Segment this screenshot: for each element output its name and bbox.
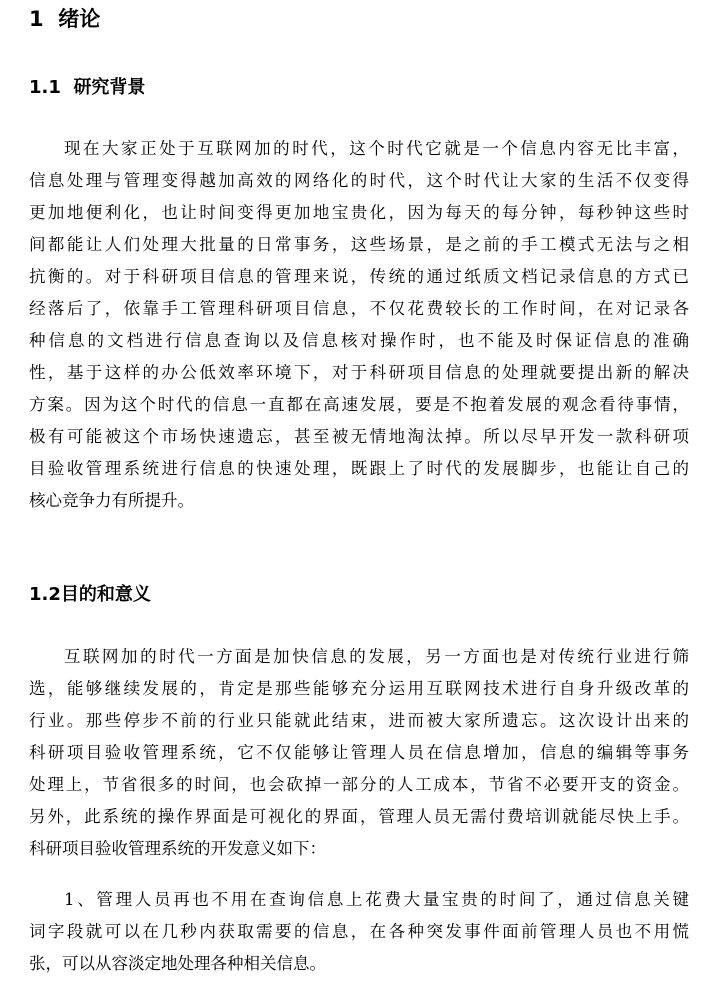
paragraph-line: 另外，此系统的操作界面是可视化的界面，管理人员无需付费培训就能尽快上手。 xyxy=(29,807,689,826)
chapter-title: 绪论 xyxy=(58,7,101,31)
paragraph-line: 经落后了，依靠手工管理科研项目信息，不仅花费较长的工作时间，在对记录各 xyxy=(29,299,689,318)
chapter-number: 1 xyxy=(29,7,44,31)
paragraph-line: 性，基于这样的办公低效率环境下，对于科研项目信息的处理就要提出新的解决 xyxy=(29,363,689,382)
paragraph-line: 信息处理与管理变得越加高效的网络化的时代，这个时代让大家的生活不仅变得 xyxy=(29,171,689,190)
paragraph-line: 种信息的文档进行信息查询以及信息核对操作时，也不能及时保证信息的准确 xyxy=(29,331,689,350)
section-title: 目的和意义 xyxy=(60,584,151,605)
paragraph-line: 抗衡的。对于科研项目信息的管理来说，传统的通过纸质文档记录信息的方式已 xyxy=(29,267,689,286)
paragraph-line: 张，可以从容淡定地处理各种相关信息。 xyxy=(29,954,326,973)
paragraph-line: 更加地便利化，也让时间变得更加地宝贵化，因为每天的每分钟，每秒钟这些时 xyxy=(29,203,689,222)
paragraph-line: 选，能够继续发展的，肯定是那些能够充分运用互联网技术进行自身升级改革的 xyxy=(29,679,689,698)
paragraph-line: 目验收管理系统进行信息的快速处理，既跟上了时代的发展脚步，也能让自己的 xyxy=(29,459,689,478)
paragraph-line: 间都能让人们处理大批量的日常事务，这些场景，是之前的手工模式无法与之相 xyxy=(29,235,689,254)
background-paragraph xyxy=(29,133,689,517)
section-heading-1-1 xyxy=(29,75,145,101)
paragraph-line: 互联网加的时代一方面是加快信息的发展，另一方面也是对传统行业进行筛 xyxy=(64,647,689,666)
paragraph-line: 行业。那些停步不前的行业只能就此结束，进而被大家所遗忘。这次设计出来的 xyxy=(29,711,689,730)
section-heading-1-2 xyxy=(29,582,151,608)
paragraph-line: 处理上，节省很多的时间，也会砍掉一部分的人工成本，节省不必要开支的资金。 xyxy=(29,775,689,794)
paragraph-line: 核心竞争力有所提升。 xyxy=(29,491,194,510)
paragraph-line: 科研项目验收管理系统的开发意义如下： xyxy=(29,839,326,858)
paragraph-line: 词字段就可以在几秒内获取需要的信息，在各种突发事件面前管理人员也不用慌 xyxy=(29,922,689,941)
chapter-heading xyxy=(29,4,100,34)
section-number: 1.1 xyxy=(29,77,61,98)
purpose-paragraph xyxy=(29,641,689,865)
significance-list-item xyxy=(29,884,689,980)
section-title: 研究背景 xyxy=(73,77,146,98)
paragraph-line: 1、管理人员再也不用在查询信息上花费大量宝贵的时间了，通过信息关键 xyxy=(64,890,689,909)
paragraph-line: 方案。因为这个时代的信息一直都在高速发展，要是不抱着发展的观念看待事情， xyxy=(29,395,689,414)
paragraph-line: 极有可能被这个市场快速遗忘，甚至被无情地淘汰掉。所以尽早开发一款科研项 xyxy=(29,427,689,446)
section-number: 1.2 xyxy=(29,584,61,605)
paragraph-line: 科研项目验收管理系统，它不仅能够让管理人员在信息增加，信息的编辑等事务 xyxy=(29,743,689,762)
paragraph-line: 现在大家正处于互联网加的时代，这个时代它就是一个信息内容无比丰富， xyxy=(64,139,689,158)
